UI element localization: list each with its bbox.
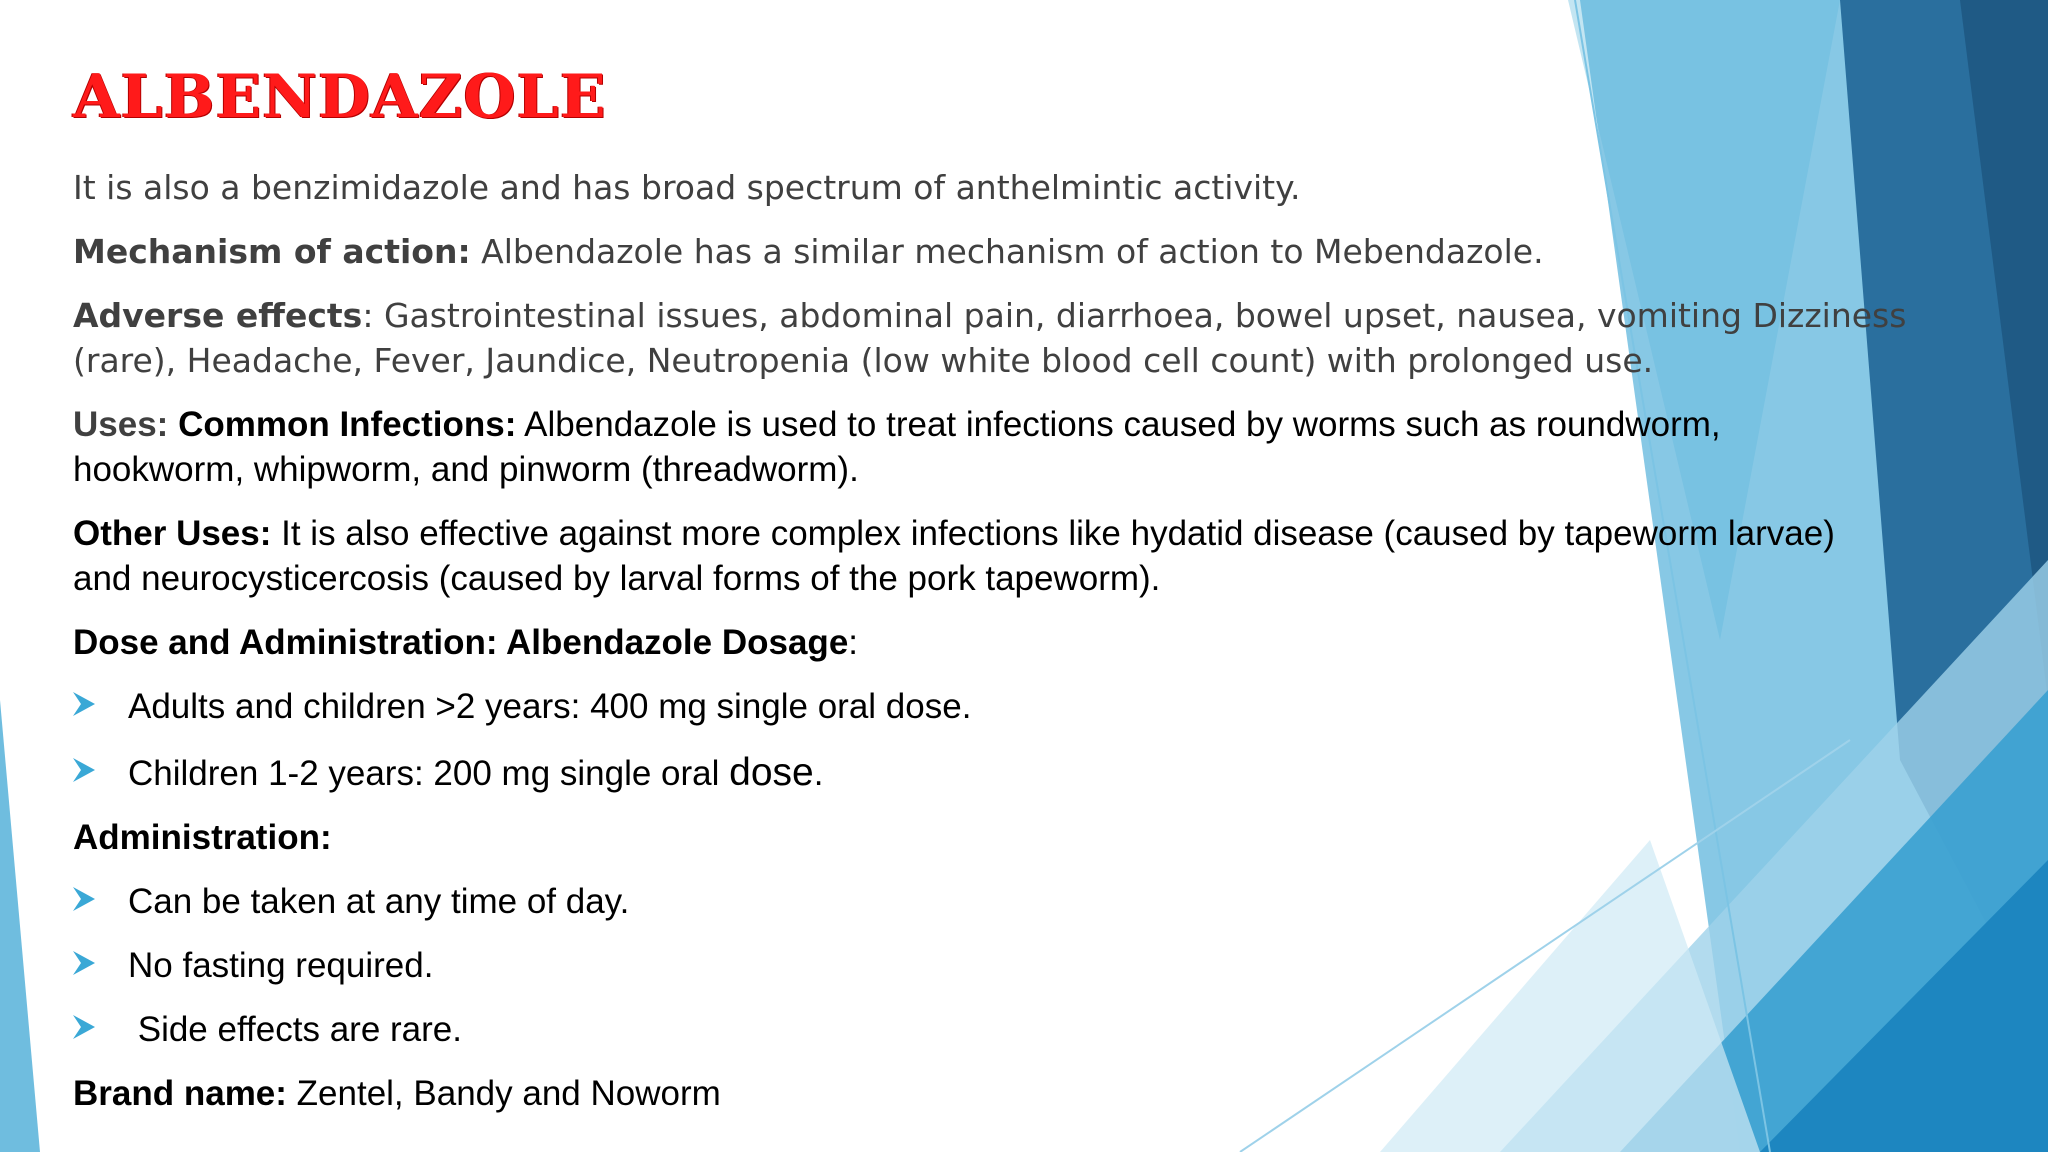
arrow-bullet-icon [73, 1015, 95, 1039]
other-uses-line-1 [73, 511, 1835, 556]
other-uses-line-2 [73, 556, 1160, 601]
dose-bullet-2-tail: . [813, 754, 824, 793]
administration-bullet-1 [73, 879, 630, 924]
dose-bullet-2-text [128, 750, 823, 796]
common-infections-label: Common Infections: [178, 405, 517, 444]
administration-label: Administration: [73, 818, 332, 857]
other-uses-text-1: It is also effective against more complex infections like hydatid disease (caused by tapeworm larvae) [271, 514, 1835, 553]
mechanism-text: Albendazole has a similar mechanism of action to Mebendazole. [470, 232, 1544, 271]
adverse-effects-text-1: Gastrointestinal issues, abdominal pain, diarrhoea, bowel upset, nausea, vomiting Dizziness [373, 296, 1907, 335]
other-uses-label: Other Uses: [73, 514, 272, 553]
administration-bullet-1-text: Can be taken at any time of day. [128, 882, 630, 921]
dose-bullet-2-big: dose [729, 751, 814, 794]
decor-shape-bottom-soft [1380, 840, 1760, 1152]
brand-name-paragraph [73, 1071, 721, 1116]
dose-bullet-1-text: Adults and children >2 years: 400 mg single oral dose. [128, 687, 972, 726]
slide-title: ALBENDAZOLE [73, 62, 607, 132]
adverse-effects-text-2: (rare), Headache, Fever, Jaundice, Neutropenia (low white blood cell count) with prolonged use. [73, 341, 1654, 380]
other-uses-text-2: and neurocysticercosis (caused by larval forms of the pork tapeworm). [73, 559, 1161, 598]
adverse-effects-colon: : [362, 296, 374, 335]
adverse-effects-label: Adverse effects [73, 296, 363, 335]
decor-shape-left [0, 700, 40, 1152]
dose-heading [73, 620, 858, 665]
brand-name-label: Brand name: [73, 1074, 287, 1113]
dose-label: Dose and Administration: Albendazole Dosage [73, 623, 849, 662]
mechanism-paragraph [73, 229, 1544, 274]
mechanism-label: Mechanism of action: [73, 232, 471, 271]
dose-bullet-2 [73, 750, 824, 795]
administration-bullet-2 [73, 943, 434, 988]
arrow-bullet-icon [73, 692, 95, 716]
uses-line-1 [73, 402, 1721, 447]
administration-bullet-3 [73, 1007, 462, 1052]
uses-text-1: Albendazole is used to treat infections caused by worms such as roundworm, [516, 405, 1721, 444]
intro-paragraph [73, 165, 1300, 210]
adverse-effects-line-1 [73, 293, 1906, 338]
intro-text: It is also a benzimidazole and has broad spectrum of anthelmintic activity. [73, 168, 1301, 207]
administration-bullet-2-text: No fasting required. [128, 946, 434, 985]
arrow-bullet-icon [73, 758, 95, 782]
arrow-bullet-icon [73, 887, 95, 911]
administration-bullet-3-text: Side effects are rare. [128, 1010, 462, 1049]
dose-bullet-2-main: Children 1-2 years: 200 mg single oral [128, 754, 730, 793]
dose-colon: : [848, 623, 859, 662]
dose-bullet-1 [73, 684, 972, 729]
adverse-effects-line-2 [73, 338, 1653, 383]
brand-name-text: Zentel, Bandy and Noworm [286, 1074, 721, 1113]
administration-heading [73, 815, 332, 860]
uses-line-2 [73, 447, 859, 492]
uses-label: Uses: [73, 405, 179, 444]
uses-text-2: hookworm, whipworm, and pinworm (threadworm). [73, 450, 859, 489]
arrow-bullet-icon [73, 951, 95, 975]
